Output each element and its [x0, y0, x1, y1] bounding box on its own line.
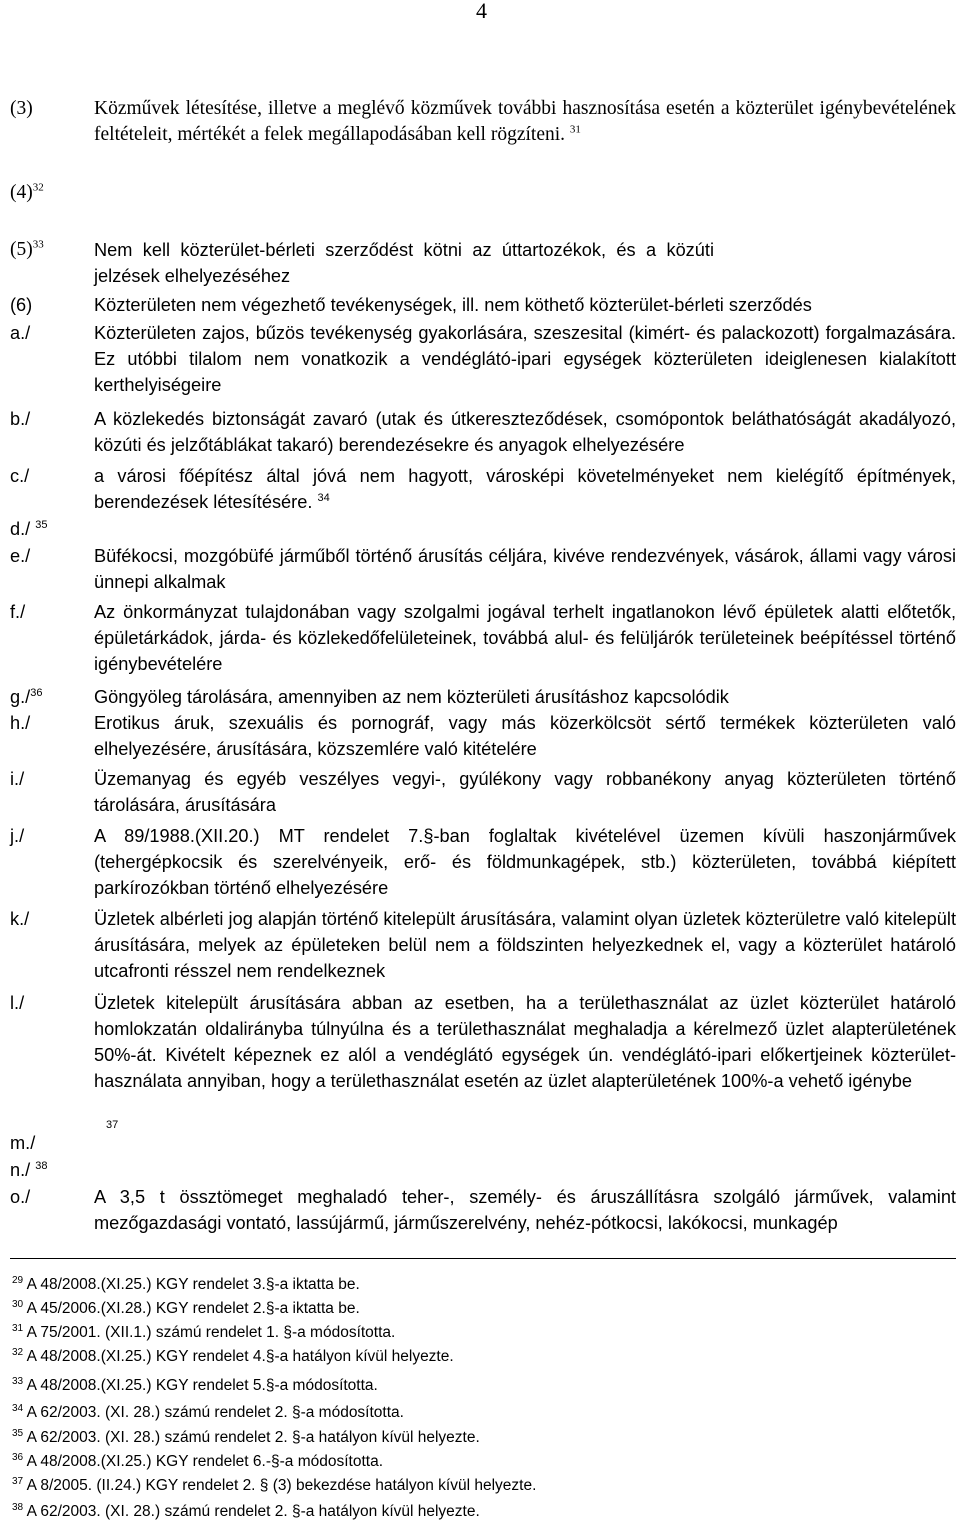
footnote-36: $^{36}$ A 48/2008.(XI.25.) KGY rendelet 6.-§-a módosította. [12, 1451, 384, 1470]
item-label: k./ [10, 909, 30, 929]
item-label: b./ [10, 409, 31, 429]
footnote-38: $^{38}$ A 62/2003. (XI. 28.) számú rendelet 2. §-a hatályon kívül helyezte. [12, 1501, 480, 1520]
list-item-i [10, 766, 956, 818]
list-item-m [10, 1118, 956, 1156]
item-label: c./ [10, 466, 30, 486]
item-label: m./ [10, 1133, 36, 1153]
item-label: j./ [10, 826, 25, 846]
item-text [94, 1118, 956, 1156]
footnote-30: $^{30}$ A 45/2006.(XI.28.) KGY rendelet 2.§-a iktatta be. [12, 1298, 360, 1317]
footnote-32: $^{32}$ A 48/2008.(XI.25.) KGY rendelet 4.§-a hatályon kívül helyezte. [12, 1346, 454, 1365]
item-label: $(4)^{32}$ [10, 181, 44, 203]
list-item-c [10, 463, 956, 515]
item-text: A 89/1988.(XII.20.) MT rendelet 7.§-ban foglaltak kivételével üzemen kívüli haszonjárművek (tehergépkocsik és szerelvényeik, erő- és földmunkagépek, stb.) közterületen, továbbá kiépített parkírozókban történő elhelyezésére [94, 826, 956, 898]
item-label: $(5)^{33}$ [10, 238, 44, 260]
footnote-ref: 33 [32, 238, 44, 251]
footnote-ref: 38 [35, 1159, 48, 1172]
item-text: Nem kell közterület-bérleti szerződést kötni az úttartozékok, és a közúti jelzések elhelyezéséhez [94, 240, 714, 286]
item-text: Az önkormányzat tulajdonában vagy szolgalmi jogával terhelt ingatlanokon lévő épületek alatti előtetők, épületárkádok, járda- és közlekedőfelületeinek, továbbá alul- és felüljárók területeinek beépítéssel történő igénybevételére [94, 602, 956, 674]
item-label: (3) [10, 98, 33, 119]
item-label: n./ $^{38}$ [10, 1159, 48, 1180]
footnote-ref: 37 [106, 1118, 119, 1131]
item-text: Üzemanyag és egyéb veszélyes vegyi-, gyúlékony vagy robbanékony anyag közterületen történő tárolására, árusítására [94, 769, 956, 815]
item-label: f./ [10, 602, 26, 622]
item-text: Közterületen zajos, bűzös tevékenység gyakorlására, szeszesital (kimért- és palackozott) forgalmazására. Ez utóbbi tilalom nem vonatkozik a vendéglátó-ipari egységek közterületen ideiglenesen kialakított kerthelyiségeire [94, 323, 956, 395]
item-label: l./ [10, 993, 25, 1013]
footnote-divider [10, 1258, 956, 1259]
item-text: Közművek létesítése, illetve a meglévő közművek további hasznosítása esetén a közterület igénybevételének feltételeit, mértékét a felek megállapodásában kell rögzíteni. $^{31}$ [94, 98, 956, 145]
list-item-o [10, 1184, 956, 1236]
item-label: d./ $^{35}$ [10, 518, 48, 539]
footnote-ref: 34 [317, 491, 330, 504]
footnote-31: $^{31}$ A 75/2001. (XII.1.) számú rendelet 1. §-a módosította. [12, 1322, 396, 1341]
item-label: a./ [10, 323, 31, 343]
list-item-b [10, 406, 956, 458]
item-label: e./ [10, 546, 31, 566]
item-text: Büfékocsi, mozgóbüfé járműből történő árusítás céljára, kivéve rendezvények, vásárok, állami vagy városi ünnepi alkalmak [94, 546, 956, 592]
item-label: g./$^{36}$ [10, 686, 43, 707]
item-label: (6) [10, 295, 33, 315]
footnote-37: $^{37}$ A 8/2005. (II.24.) KGY rendelet 2. § (3) bekezdése hatályon kívül helyezte. [12, 1475, 537, 1494]
footnote-29: $^{29}$ A 48/2008.(XI.25.) KGY rendelet 3.§-a iktatta be. [12, 1274, 360, 1293]
item-text: A 3,5 t össztömeget meghaladó teher-, személy- és áruszállításra szolgáló járművek, valamint mezőgazdasági vontató, lassújármű, járműszerelvény, nehéz-pótkocsi, lakókocsi, munkagép [94, 1187, 956, 1233]
footnote-ref: 36 [30, 686, 43, 699]
list-item-h [10, 710, 956, 762]
footnote-ref: 32 [32, 181, 44, 194]
footnote-34: $^{34}$ A 62/2003. (XI. 28.) számú rendelet 2. §-a módosította. [12, 1402, 404, 1421]
item-label: h./ [10, 713, 31, 733]
item-text: Erotikus áruk, szexuális és pornográf, vagy más közerkölcsöt sértő termékek közterületen való elhelyezésére, árusítására, közszemlére való kitételére [94, 713, 956, 759]
paragraph-5 [10, 237, 956, 289]
item-text: Üzletek albérleti jog alapján történő kitelepült árusítására, valamint olyan üzletek közterületre való kitelepült árusítására, melyek az épületeken belül nem a földszinten helyezkednek el, vagy a közterület határoló utcafronti résszel nem rendelkeznek [94, 909, 956, 981]
item-text: a városi főépítész által jóvá nem hagyott, városképi követelményeket nem kielégítő építmények, berendezések létesítésére. $^{34}$ [94, 466, 956, 512]
footnote-35: $^{35}$ A 62/2003. (XI. 28.) számú rendelet 2. §-a hatályon kívül helyezte. [12, 1427, 480, 1446]
item-text: Közterületen nem végezhető tevékenységek, ill. nem köthető közterület-bérleti szerződés [94, 295, 812, 315]
footnote-ref: 31 [569, 123, 581, 136]
list-item-f [10, 599, 956, 677]
footnote-ref: 35 [35, 518, 48, 531]
list-item-e [10, 543, 956, 595]
item-text: Üzletek kitelepült árusítására abban az esetben, ha a területhasználat az üzlet közterület határoló homlokzatán oldalirányba túlnyúlna és a területhasználat meghaladja a kérelmező üzlet alapterületének 50%-át. Kivételt képeznek ez alól a vendéglátó egységek ún. vendéglátó-ipari előkertjeinek közterület-használata annyiban, hogy a területhasználat esetén az üzlet alapterületének 100%-a vehető igénybe [94, 993, 956, 1091]
page-number: 4 [476, 0, 487, 23]
list-item-g [10, 684, 956, 710]
item-label: o./ [10, 1187, 31, 1207]
item-label: i./ [10, 769, 25, 789]
item-text: Göngyöleg tárolására, amennyiben az nem közterületi árusításhoz kapcsolódik [94, 687, 729, 707]
list-item-l [10, 990, 956, 1094]
list-item-j [10, 823, 956, 901]
list-item-k [10, 906, 956, 984]
item-text: A közlekedés biztonságát zavaró (utak és útkereszteződések, csomópontok beláthatóságát akadályozó, közúti és jelzőtáblákat takaró) berendezésekre és anyagok elhelyezésére [94, 409, 956, 455]
paragraph-6 [10, 292, 956, 318]
footnote-33: $^{33}$ A 48/2008.(XI.25.) KGY rendelet 5.§-a módosította. [12, 1375, 378, 1394]
paragraph-3 [10, 96, 956, 148]
list-item-a [10, 320, 956, 398]
